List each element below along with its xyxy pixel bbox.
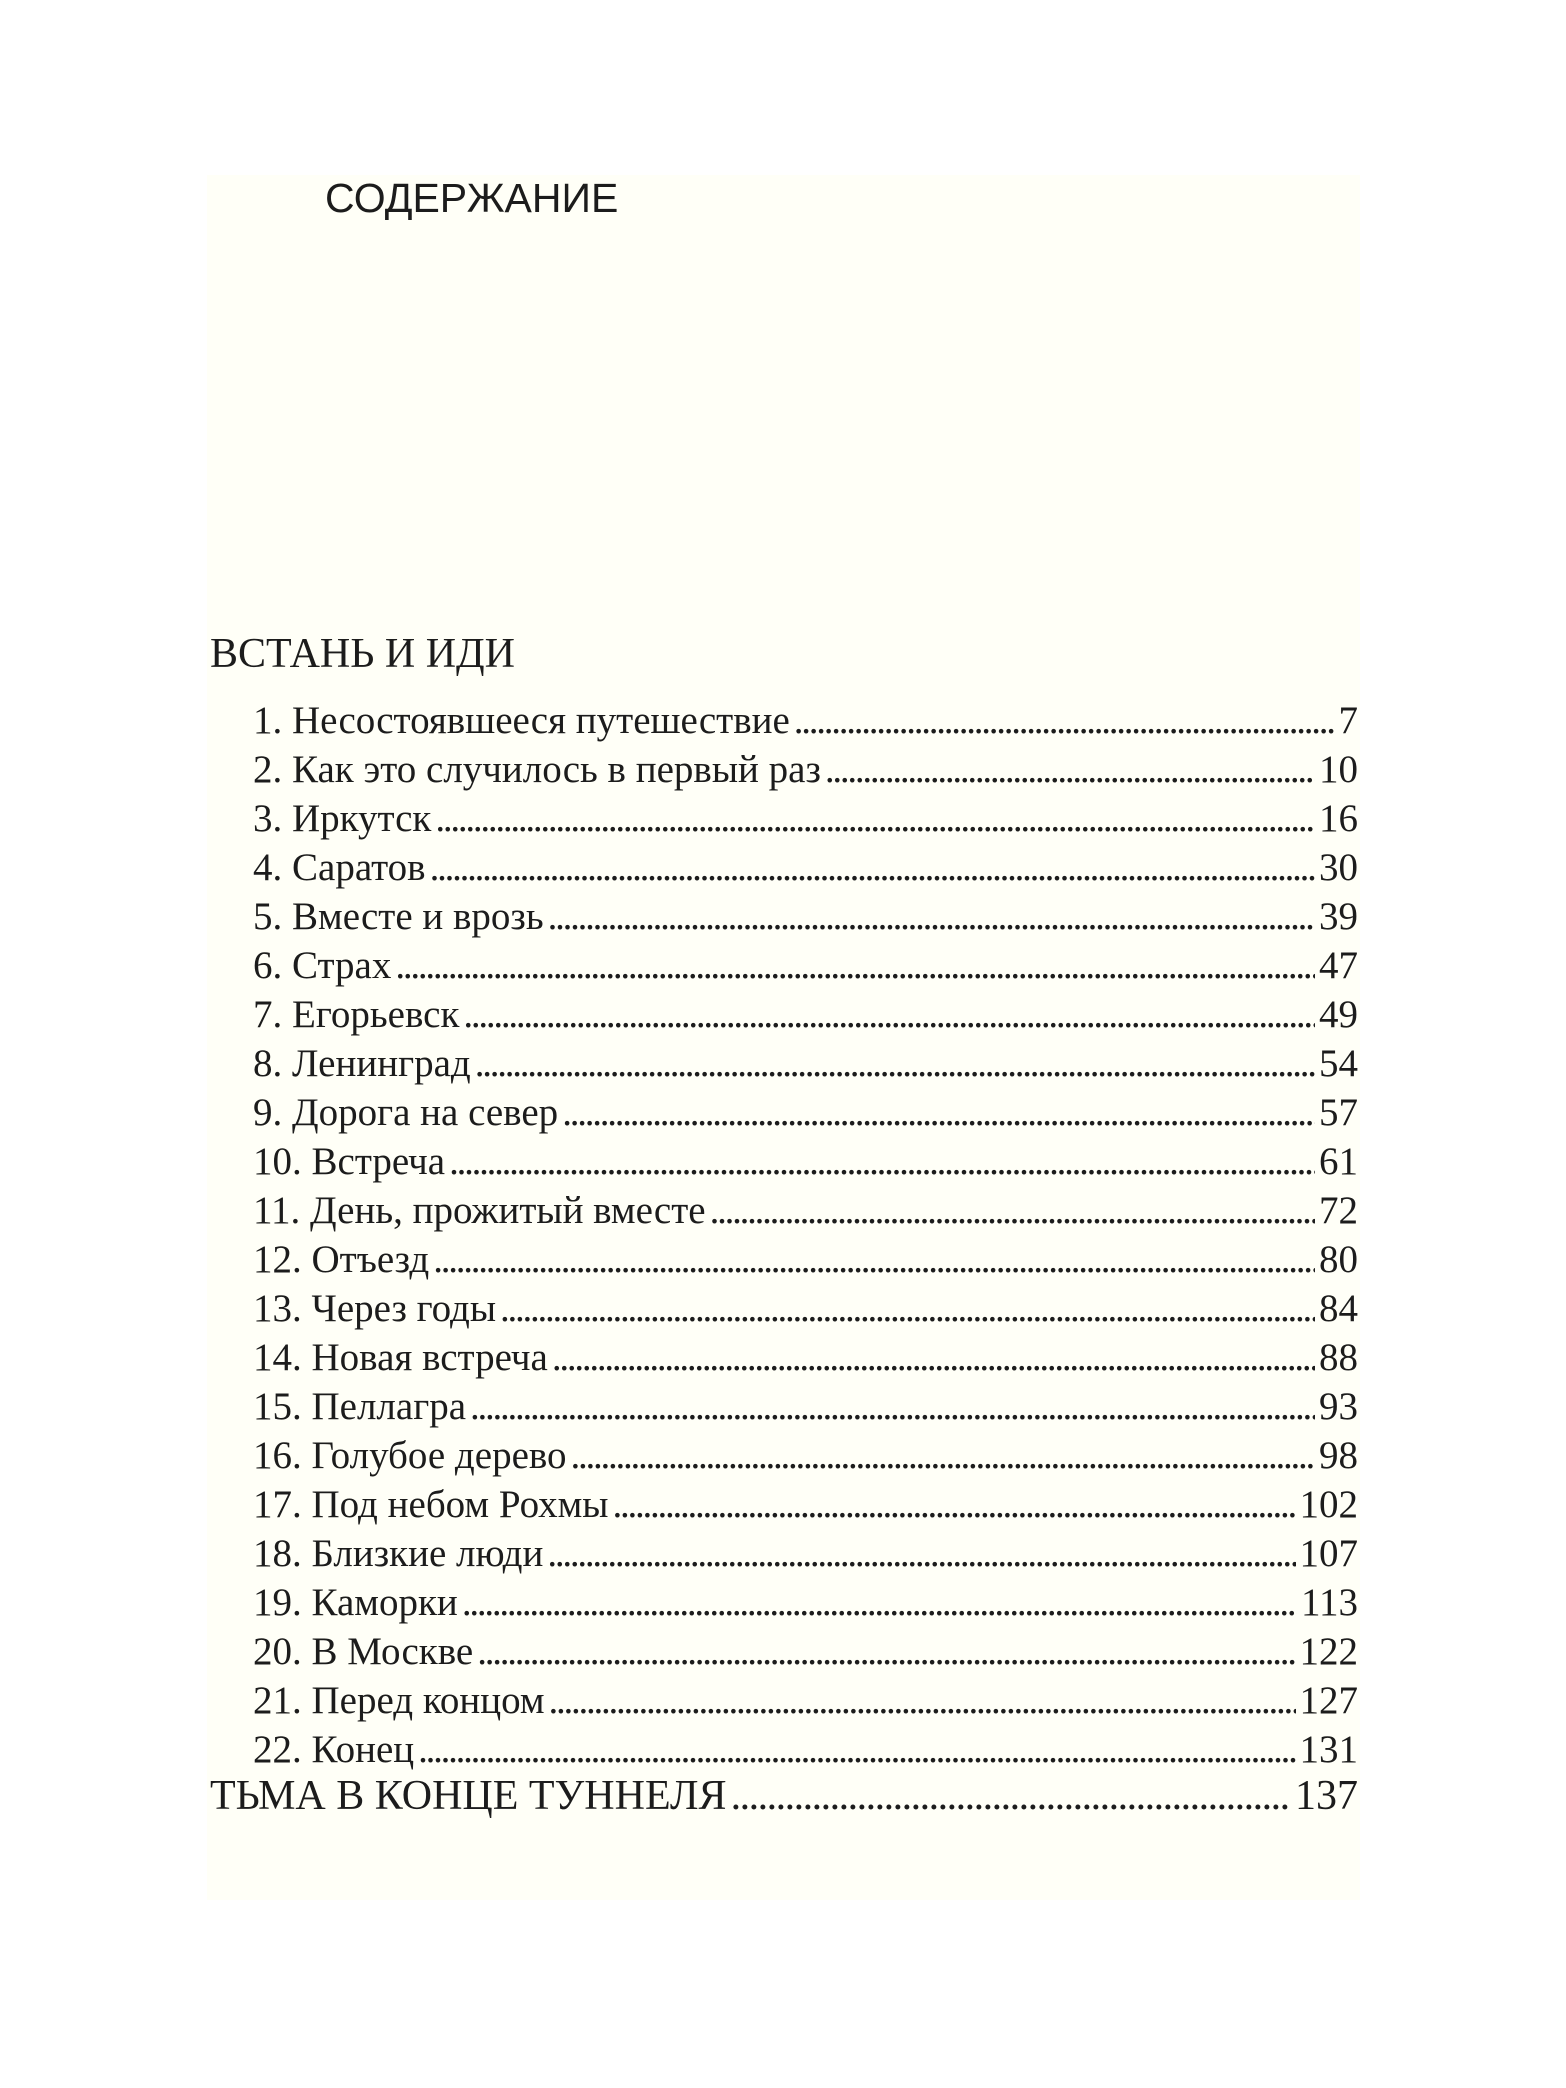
dot-leader bbox=[433, 1235, 1315, 1284]
chapter-title: 17. Под небом Рохмы bbox=[253, 1483, 609, 1526]
toc-entry[interactable] bbox=[253, 990, 1358, 1039]
toc-entry[interactable] bbox=[253, 1088, 1358, 1137]
dot-leader bbox=[548, 892, 1315, 941]
toc-entry[interactable] bbox=[253, 892, 1358, 941]
page-number: 7 bbox=[1338, 699, 1358, 742]
dot-leader bbox=[475, 1039, 1315, 1088]
toc-entry[interactable] bbox=[253, 1676, 1358, 1725]
page-number: 47 bbox=[1319, 944, 1358, 987]
dot-leader bbox=[710, 1186, 1315, 1235]
toc-entry[interactable] bbox=[253, 1039, 1358, 1088]
toc-entry[interactable] bbox=[253, 1627, 1358, 1676]
dot-leader bbox=[562, 1088, 1315, 1137]
toc-entry[interactable] bbox=[253, 745, 1358, 794]
chapter-title: 14. Новая встреча bbox=[253, 1336, 548, 1379]
toc-entry[interactable] bbox=[253, 1333, 1358, 1382]
page-number: 131 bbox=[1299, 1728, 1358, 1771]
toc-entry[interactable] bbox=[253, 696, 1358, 745]
toc-entry[interactable] bbox=[253, 1235, 1358, 1284]
chapter-title: 19. Каморки bbox=[253, 1581, 458, 1624]
chapter-title: 15. Пеллагра bbox=[253, 1385, 467, 1428]
page-number: 49 bbox=[1319, 993, 1358, 1036]
dot-leader bbox=[731, 1768, 1291, 1824]
dot-leader bbox=[549, 1676, 1296, 1725]
toc-entry[interactable] bbox=[253, 1137, 1358, 1186]
page-number: 137 bbox=[1295, 1773, 1358, 1819]
toc-entry[interactable] bbox=[253, 794, 1358, 843]
contents-heading: СОДЕРЖАНИЕ bbox=[325, 175, 619, 221]
page-number: 88 bbox=[1319, 1336, 1358, 1379]
dot-leader bbox=[449, 1137, 1315, 1186]
page-number: 98 bbox=[1319, 1434, 1358, 1477]
chapter-title: 9. Дорога на север bbox=[253, 1091, 559, 1134]
dot-leader bbox=[435, 794, 1315, 843]
toc-entry[interactable] bbox=[253, 1529, 1358, 1578]
chapter-title: 1. Несостоявшееся путешествие bbox=[253, 699, 790, 742]
page-number: 84 bbox=[1319, 1287, 1358, 1330]
toc-entry[interactable] bbox=[253, 941, 1358, 990]
page-number: 54 bbox=[1319, 1042, 1358, 1085]
chapter-title: 20. В Москве bbox=[253, 1630, 474, 1673]
dot-leader bbox=[395, 941, 1315, 990]
chapter-title: 3. Иркутск bbox=[253, 797, 432, 840]
toc-entry[interactable] bbox=[253, 1186, 1358, 1235]
chapter-title: 6. Страх bbox=[253, 944, 392, 987]
chapter-title: 22. Конец bbox=[253, 1728, 415, 1771]
chapter-title: 16. Голубое дерево bbox=[253, 1434, 567, 1477]
page-number: 30 bbox=[1319, 846, 1358, 889]
chapter-title: 4. Саратов bbox=[253, 846, 426, 889]
page-number: 72 bbox=[1319, 1189, 1358, 1232]
page-number: 80 bbox=[1319, 1238, 1358, 1281]
dot-leader bbox=[430, 843, 1315, 892]
page-number: 127 bbox=[1299, 1679, 1358, 1722]
toc-entry[interactable] bbox=[253, 1578, 1358, 1627]
page-number: 113 bbox=[1300, 1581, 1358, 1624]
chapter-title: 7. Егорьевск bbox=[253, 993, 460, 1036]
dot-leader bbox=[794, 696, 1335, 745]
dot-leader bbox=[552, 1333, 1315, 1382]
dot-leader bbox=[500, 1284, 1315, 1333]
toc-entry[interactable] bbox=[253, 1480, 1358, 1529]
toc-entry[interactable] bbox=[253, 1431, 1358, 1480]
page-number: 10 bbox=[1319, 748, 1358, 791]
page-number: 61 bbox=[1319, 1140, 1358, 1183]
part-title: ТЬМА В КОНЦЕ ТУННЕЛЯ bbox=[210, 1773, 727, 1819]
toc-entry[interactable] bbox=[253, 1382, 1358, 1431]
page-number: 93 bbox=[1319, 1385, 1358, 1428]
page-number: 122 bbox=[1299, 1630, 1358, 1673]
dot-leader bbox=[418, 1725, 1295, 1774]
page-number: 102 bbox=[1299, 1483, 1358, 1526]
chapter-title: 18. Близкие люди bbox=[253, 1532, 544, 1575]
dot-leader bbox=[547, 1529, 1295, 1578]
chapter-list bbox=[253, 696, 1358, 1774]
chapter-title: 5. Вместе и врозь bbox=[253, 895, 544, 938]
dot-leader bbox=[477, 1627, 1295, 1676]
part-title-vstan-i-idi: ВСТАНЬ И ИДИ bbox=[210, 631, 516, 677]
page-number: 107 bbox=[1299, 1532, 1358, 1575]
dot-leader bbox=[571, 1431, 1315, 1480]
dot-leader bbox=[470, 1382, 1315, 1431]
chapter-title: 8. Ленинград bbox=[253, 1042, 471, 1085]
chapter-title: 2. Как это случилось в первый раз bbox=[253, 748, 821, 791]
chapter-title: 11. День, прожитый вместе bbox=[253, 1189, 706, 1232]
dot-leader bbox=[463, 990, 1315, 1039]
dot-leader bbox=[462, 1578, 1297, 1627]
page-number: 16 bbox=[1319, 797, 1358, 840]
part-entry-tma-v-konce-tunnelya[interactable] bbox=[210, 1768, 1358, 1824]
toc-entry[interactable] bbox=[253, 1284, 1358, 1333]
toc-entry[interactable] bbox=[253, 843, 1358, 892]
page-number: 39 bbox=[1319, 895, 1358, 938]
chapter-title: 12. Отъезд bbox=[253, 1238, 430, 1281]
dot-leader bbox=[825, 745, 1315, 794]
chapter-title: 13. Через годы bbox=[253, 1287, 497, 1330]
toc-entry[interactable] bbox=[253, 1725, 1358, 1774]
chapter-title: 21. Перед концом bbox=[253, 1679, 545, 1722]
chapter-title: 10. Встреча bbox=[253, 1140, 446, 1183]
page-number: 57 bbox=[1319, 1091, 1358, 1134]
dot-leader bbox=[612, 1480, 1295, 1529]
